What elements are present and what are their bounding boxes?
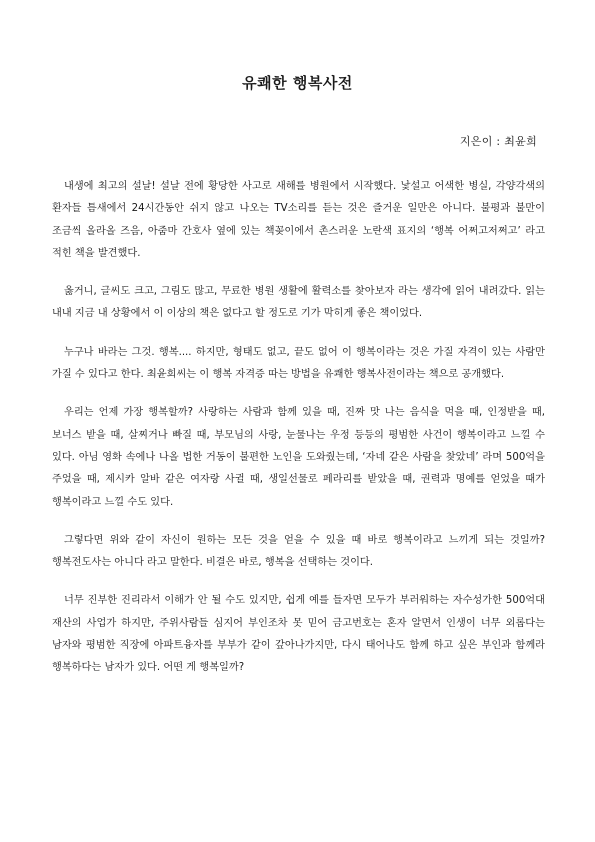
paragraph: 너무 진부한 진리라서 이해가 안 될 수도 있지만, 쉽게 예를 들자면 모두가 부러워하는 자수성가한 500억대 재산의 사업가 하지만, 주위사람들 심지어 부인조차 못 믿어 금고번호는 혼자 알면서 인생이 너무 외롭다는 남자와 평범한 직장에 아파트융자를 부부가 같이 갚아나가지만, 다시 태어나도 함께 하고 싶은 부인과 함께라 행복하다는 남자가 있다. 어떤 게 행복일까?	[52, 595, 545, 674]
paragraph: 옳거니, 글씨도 크고, 그림도 많고, 무료한 병원 생활에 활력소를 찾아보자 라는 생각에 읽어 내려갔다. 읽는 내내 지금 내 상황에서 이 이상의 책은 없다고 할 정도로 기가 막히게 좋은 책이었다.	[52, 286, 545, 320]
document-body	[52, 176, 545, 696]
paragraph: 그렇다면 위와 같이 자신이 원하는 모든 것을 얻을 수 있을 때 바로 행복이라고 느끼게 되는 것일까? 행복전도사는 아니다 라고 말한다. 비결은 바로, 행복을 선택하는 것이다.	[52, 534, 545, 569]
paragraph: 우리는 언제 가장 행복할까? 사랑하는 사람과 함께 있을 때, 진짜 맛 나는 음식을 먹을 때, 인정받을 때, 보너스 받을 때, 살찌거나 빠질 때, 부모님의 사랑, 눈물나는 우정 등등의 평범한 사건이 행복이라고 느낄 수 있다. 아님 영화 속에나 나올 법한 거동이 불편한 노인을 도와줬는데, ‘자네 같은 사람을 찾았네’ 라며 500억을 주었을 때, 제시카 알바 같은 여자랑 사귈 때, 생일선물로 페라리를 받았을 때, 권력과 명예를 얻었을 때가 행복이라고 느낄 수도 있다.	[52, 407, 545, 508]
document-title: 유쾌한 행복사전	[242, 74, 353, 92]
paragraph: 누구나 바라는 그것. 행복.... 하지만, 형태도 없고, 끝도 없어 이 행복이라는 것은 가질 자격이 있는 사람만 가질 수 있다고 한다. 최윤희씨는 이 행복 자격증 따는 방법을 유쾌한 행복사전이라는 책으로 공개했다.	[52, 346, 545, 381]
document-author: 지은이 : 최윤희	[459, 135, 537, 148]
paragraph: 내생에 최고의 설날! 설날 전에 황당한 사고로 새해를 병원에서 시작했다. 낯설고 어색한 병실, 각양각색의 환자들 틈새에서 24시간동안 쉬지 않고 나오는 TV소리를 듣는 것은 즐거운 일만은 아니다. 불평과 불만이 조금씩 올라올 즈음, 아줌마 간호사 옆에 있는 책꽂이에서 촌스러운 노란색 표지의 ‘행복 어쩌고저쩌고’ 라고 적힌 책을 발견했다.	[52, 181, 545, 259]
